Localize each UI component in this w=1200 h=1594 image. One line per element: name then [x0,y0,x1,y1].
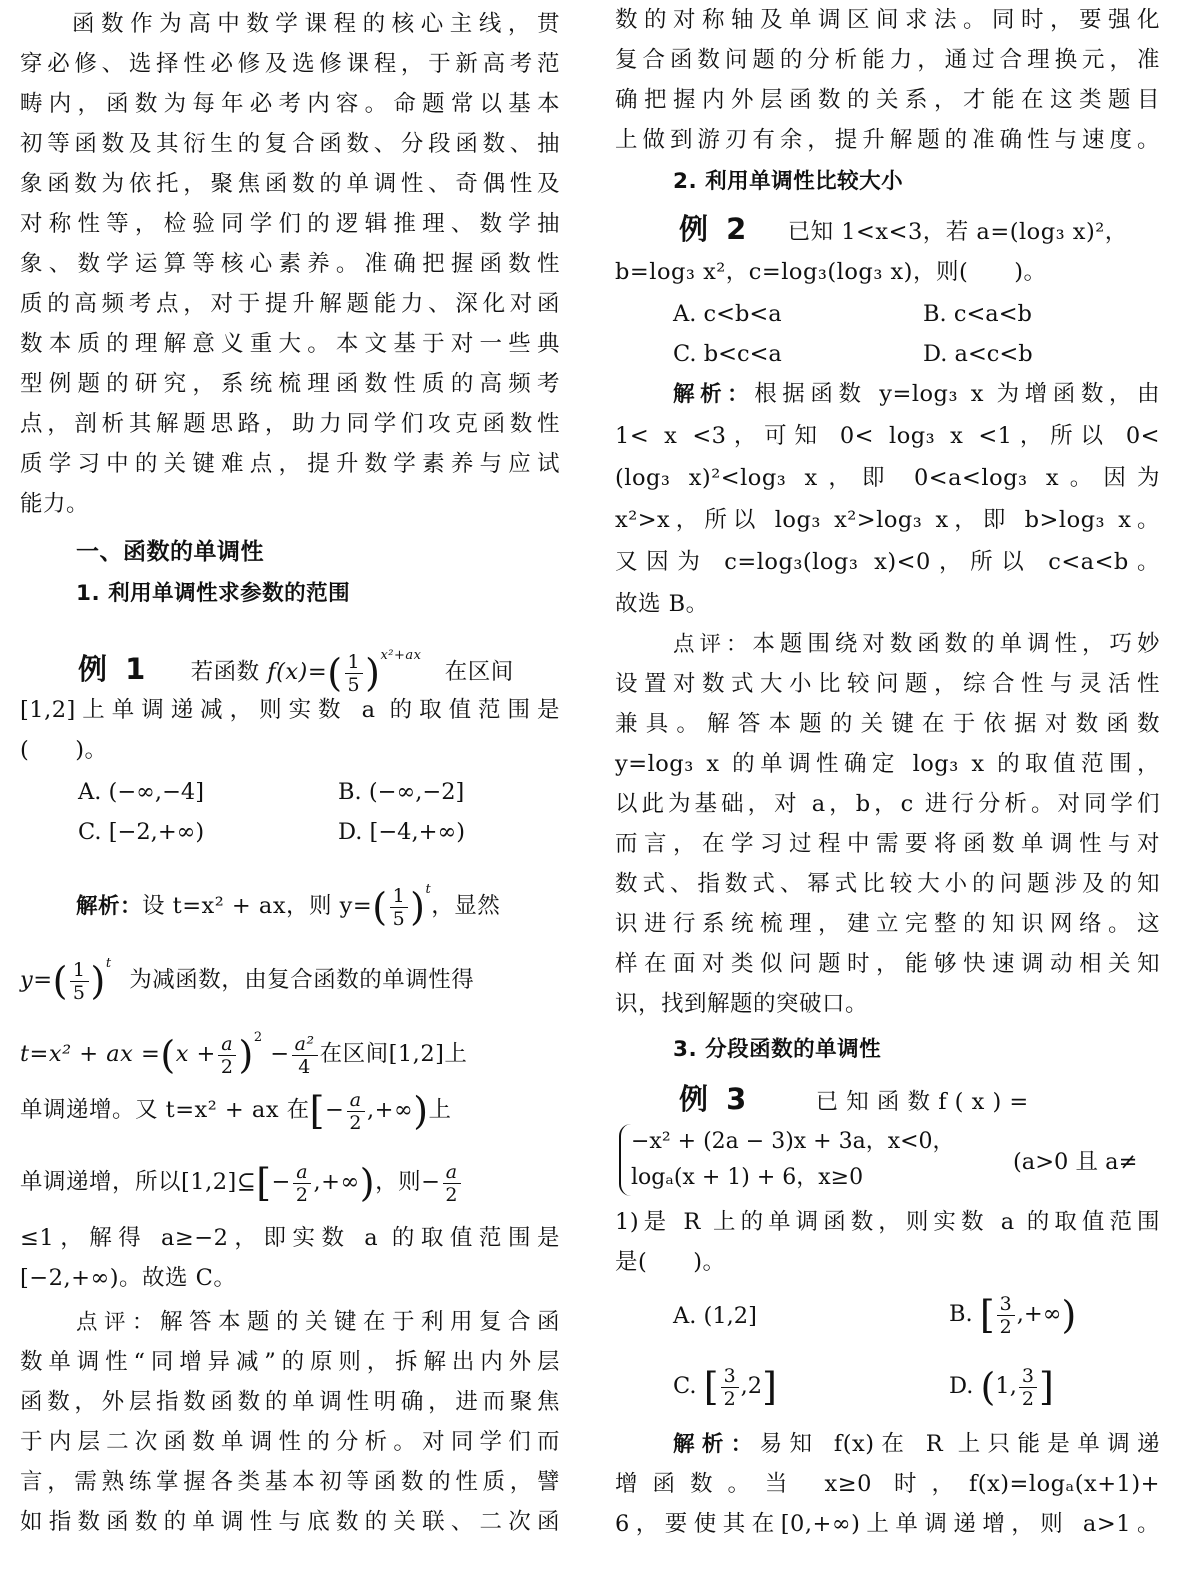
comment-line: 言，需熟练掌握各类基本初等函数的性质，譬 [20,1469,560,1495]
solution-line: x²>x，所以 log₃ x²>log₃ x，即 b>log₃ x。 [615,507,1160,533]
comment-label: 点评： [673,632,753,657]
intro-line: 穿必修、选择性必修及选修课程，于新高考范 [20,51,560,77]
solution-line: 解析：易知 f(x)在 R 上只能是单调递 [673,1431,1160,1457]
section-title: 一、函数的单调性 [76,539,264,565]
solution-line: t=x² + ax =(x + $\frac{a}{2}$ )$^2$ − $\frac{\text{a²}}{4}$ 在区间[1,2]上 [20,1030,468,1078]
intro-line: 质学习中的关键难点，提升数学素养与应试 [20,451,560,477]
option-d: D. [−4,+∞) [338,819,466,845]
comment-line: 如指数函数的单调性与底数的关联、二次函 [20,1509,560,1535]
comment-line: 点评：解答本题的关键在于利用复合函 [76,1309,560,1335]
example-3-line: 是( )。 [615,1249,726,1275]
comment-label: 点评： [76,1310,160,1335]
example-label: 例 3 [679,1082,751,1116]
solution-line: 解析：设 t=x² + ax，则 y=( $\frac{1}{5}$ )$^t$，显然 [76,882,501,930]
intro-line: 能力。 [20,491,90,517]
subsection-title: 2. 利用单调性比较大小 [673,169,904,194]
comment-line: 数单调性“同增异减”的原则，拆解出内外层 [20,1349,560,1375]
body-line: 上做到游刃有余，提升解题的准确性与速度。 [615,127,1160,153]
comment-line: 数式、指数式、幂式比较大小的问题涉及的知 [615,871,1160,897]
solution-line: 又因为 c=log₃(log₃ x)<0，所以 c<a<b。 [615,549,1160,575]
option-a: A. (−∞,−4] [78,779,205,805]
solution-line: ≤1，解得 a≥−2，即实数 a 的取值范围是 [20,1225,560,1251]
example-3-line: 1)是 R 上的单调函数，则实数 a 的取值范围 [615,1209,1160,1235]
intro-line: 象、数学运算等核心素养。准确把握函数性 [20,251,560,277]
example-2-line: 例 2 已知 1<x<3，若 a=(log₃ x)²， [679,212,1128,246]
option-b: B. c<a<b [923,301,1032,327]
option-d: D. a<c<b [923,341,1033,367]
intro-line: 对称性等，检验同学们的逻辑推理、数学抽 [20,211,560,237]
solution-line: 增函数。当 x≥0 时，f(x)=logₐ(x+1)+ [615,1471,1160,1497]
comment-line: 设置对数式大小比较问题，综合性与灵活性 [615,671,1160,697]
body-line: 复合函数问题的分析能力，通过合理换元，准 [615,47,1160,73]
example-1-line: [1,2]上单调递减，则实数 a 的取值范围是 [20,697,560,723]
body-line: 数的对称轴及单调区间求法。同时，要强化 [615,7,1160,33]
solution-line: 单调递增，所以[1,2]⊆[− $\frac{a}{2}$ ,+∞)，则− $\frac{a}{2}$ [20,1154,560,1210]
intro-line: 质的高频考点，对于提升解题能力、深化对函 [20,291,560,317]
subsection-title: 1. 利用单调性求参数的范围 [76,581,351,606]
option-c: C. b<c<a [673,341,782,367]
intro-line: 点，剖析其解题思路，助力同学们攻克函数性 [20,411,560,437]
example-2-line: b=log₃ x²，c=log₃(log₃ x)，则( )。 [615,259,1047,285]
comment-line: 于内层二次函数单调性的分析。对同学们而 [20,1429,560,1455]
solution-label: 解析： [673,1432,760,1457]
option-c: C. [ $\frac{3}{2}$ ,2] [673,1364,777,1410]
body-line: 确把握内外层函数的关系，才能在这类题目 [615,87,1160,113]
intro-line: 数本质的理解意义重大。本文基于对一些典 [20,331,560,357]
comment-line: y=log₃ x 的单调性确定 log₃ x 的取值范围， [615,751,1160,777]
example-label: 例 1 [78,652,150,686]
solution-label: 解析： [76,894,143,919]
comment-line: 兼具。解答本题的关键在于依据对数函数 [615,711,1160,737]
solution-line: 单调递增。又 t=x² + ax 在[− $\frac{a}{2}$ ,+∞)上 [20,1088,452,1134]
comment-line: 样在面对类似问题时，能够快速调动相关知 [615,951,1160,977]
solution-line: 故选 B。 [615,591,709,617]
intro-line: 型例题的研究，系统梳理函数性质的高频考 [20,371,560,397]
comment-line: 以此为基础，对 a，b，c 进行分析。对同学们 [615,791,1160,817]
comment-line: 识进行系统梳理，建立完整的知识网络。这 [615,911,1160,937]
condition-text: (a>0 且 a≠ [1013,1149,1138,1175]
example-1-line: ( )。 [20,737,108,763]
option-d: D. (1, $\frac{3}{2}$ ] [949,1364,1054,1410]
option-a: A. (1,2] [673,1303,757,1329]
option-a: A. c<b<a [673,301,782,327]
piecewise-function: −x² + (2a − 3)x + 3a，x<0， logₐ(x + 1) + 6，x≥0 [619,1124,955,1196]
solution-line: 解析：根据函数 y=log₃ x 为增函数，由 [673,381,1160,407]
subsection-title: 3. 分段函数的单调性 [673,1037,882,1062]
example-1-line: 例 1 若函数 f(x)=( $\frac{1}{5}$ )$^{x^2+ax}$ 在区间 [78,648,514,696]
comment-line: 识，找到解题的突破口。 [615,991,869,1017]
intro-line: 初等函数及其衍生的复合函数、分段函数、抽 [20,131,560,157]
option-b: B. (−∞,−2] [338,779,465,805]
option-b: B. [ $\frac{3}{2}$ ,+∞) [949,1292,1077,1338]
solution-line: 6，要使其在[0,+∞)上单调递增，则 a>1。 [615,1511,1160,1537]
comment-line: 点评：本题围绕对数函数的单调性，巧妙 [673,631,1160,657]
solution-line: [−2,+∞)。故选 C。 [20,1265,237,1291]
intro-line: 畴内，函数为每年必考内容。命题常以基本 [20,91,560,117]
intro-line: 函数作为高中数学课程的核心主线，贯 [72,11,560,37]
solution-line: 1< x <3，可知 0< log₃ x <1，所以 0< [615,423,1160,449]
comment-line: 而言，在学习过程中需要将函数单调性与对 [615,831,1160,857]
option-c: C. [−2,+∞) [78,819,205,845]
intro-line: 象函数为依托，聚焦函数的单调性、奇偶性及 [20,171,560,197]
solution-line: y=( $\frac{1}{5}$ )$^t$ 为减函数，由复合函数的单调性得 [20,956,475,1004]
example-3-line: 例 3 已 知 函 数 f ( x ) = [679,1082,1029,1116]
solution-line: (log₃ x)²<log₃ x，即 0<a<log₃ x。因为 [615,465,1160,491]
solution-label: 解析： [673,382,755,407]
example-label: 例 2 [679,212,751,246]
comment-line: 函数，外层指数函数的单调性明确，进而聚焦 [20,1389,560,1415]
